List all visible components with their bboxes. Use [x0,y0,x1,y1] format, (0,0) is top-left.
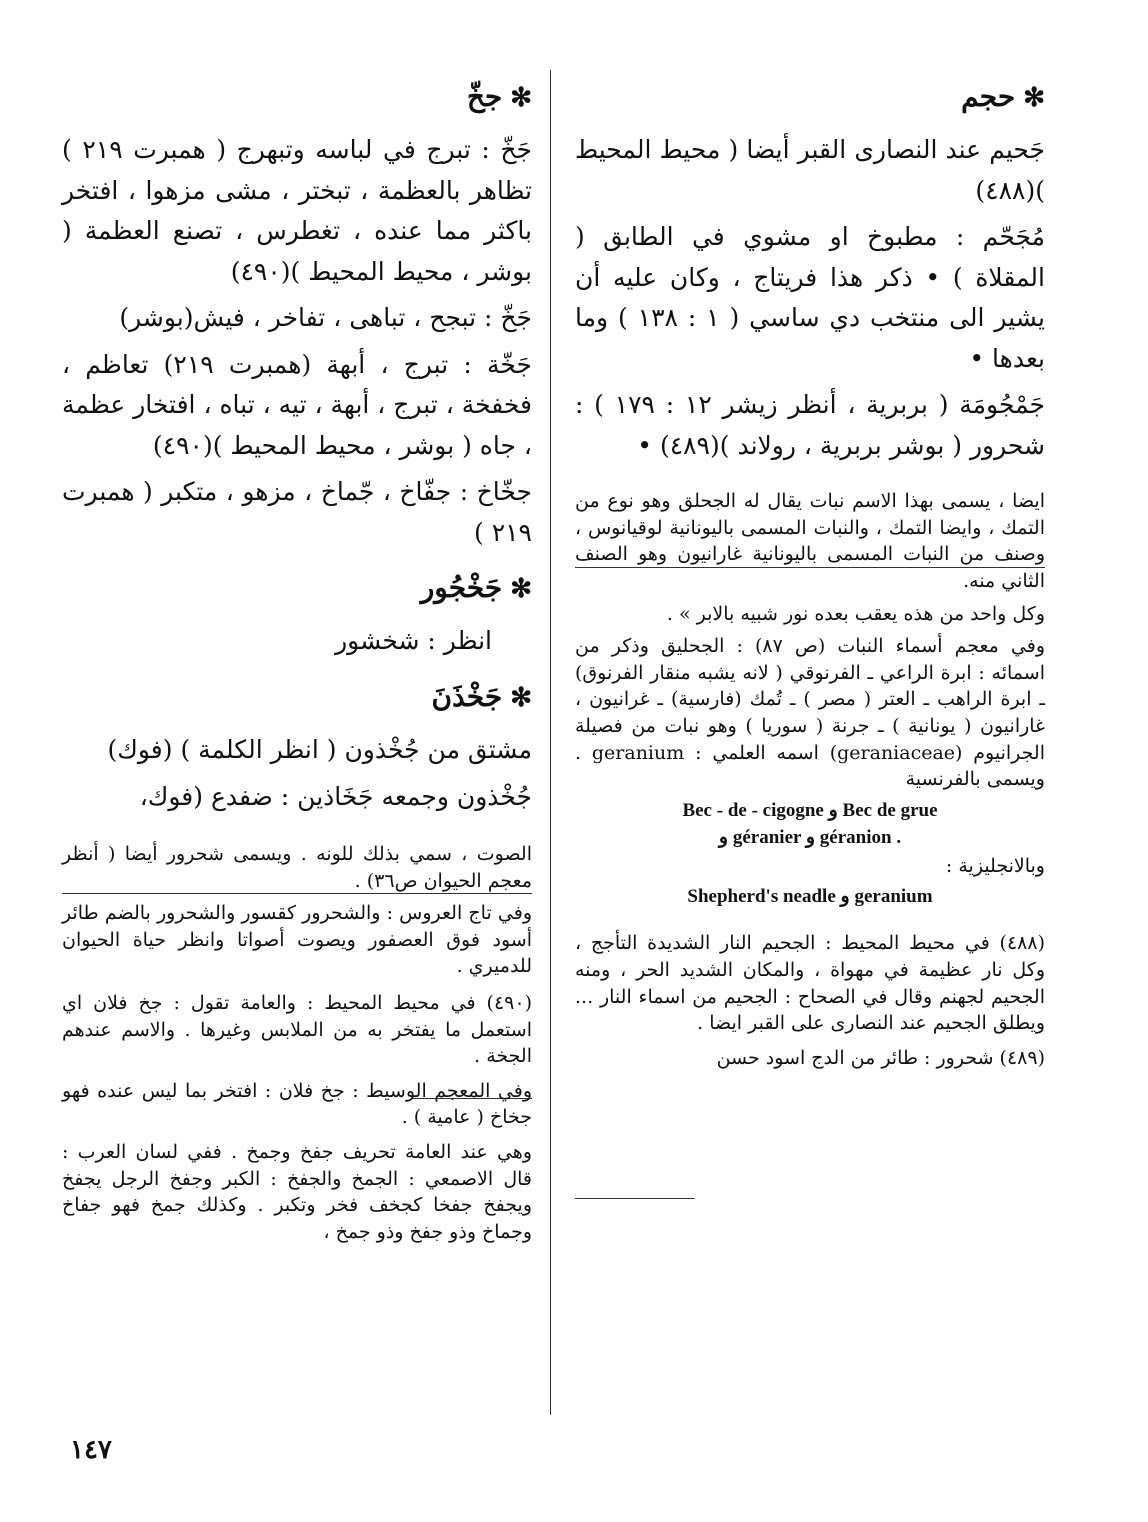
right-notes [575,488,1045,908]
note-text: وكل واحد من هذه يعقب بعده نور شبيه بالابر » . [666,602,1045,625]
entry-text: جَخّة : تبرج ، أبهة (همبرت ٢١٩) تعاظم ، فخفخة ، تبرج ، أبهة ، تيه ، تباه ، افتخار عظمة ، جاه ( بوشر ، محيط المحيط )(٤٩٠) [62,349,532,460]
entry-text: جَمْجُومَة ( بربرية ، أنظر زيشر ١٢ : ١٧٩ ) : شحرور ( بوشر بربرية ، رولاند )(٤٨٩) • [575,390,1045,460]
entry-heading-hajm: ✻حجم [961,80,1045,113]
note-text: وفي تاج العروس : والشحرور كقسور والشحرور بالضم طائر أسود فوق العصفور ويصوت أصواتا وانظر حياة الحيوان للدميري . [62,902,532,978]
right-footnotes [575,930,1045,1071]
entry-heading-jakh: ✻جخّ [466,80,532,113]
entry-text: جُخْذون وجمعه جَخَاذين : ضفدع (فوك، [139,781,532,811]
left-notes [62,841,532,980]
entry-text: جَخّ : تبرج في لباسه وتبهرج ( همبرت ٢١٩ ) تظاهر بالعظمة ، تبختر ، مشى مزهوا ، افتخر باكثر مما عنده ، تغطرس ، تصنع العظمة ( بوشر ، محيط المحيط )(٤٩٠) [62,135,532,286]
note-text: ايضا ، يسمى بهذا الاسم نبات يقال له الجحلق وهو نوع من التمك ، وايضا التمك ، والنبات المسمى باليونانية لوقيانوس ، وصنف من النبات المسمى باليونانية غارانيون وهو الصنف الثاني منه. [575,490,1045,592]
entry-text: انظر : شخشور [335,626,492,656]
right-column [575,80,1045,1079]
footnote: وفي المعجم الوسيط : جخ فلان : افتخر بما ليس عنده فهو جخاخ ( عامية ) . [62,1079,532,1129]
left-column [62,80,532,1253]
entry-text: جخّاخ : جفّاخ ، جّماخ ، مزهو ، متكبر ( همبرت ٢١٩ ) [62,477,532,547]
note-text: وفي معجم أسماء النبات (ص ٨٧) : الجحليق وذكر من اسمائه : ابرة الراعي ـ الفرنوقي ( لانه يشبه منقار الفرنوق) ـ ابرة الراهب ـ العتر ( مصر ) ـ تُمك (فارسية) ـ غرانيون ، غارانيون ( يونانية ) ـ جرنة ( سوريا ) وهو نبات من فصيلة الجرانيوم (geraniaceae) اسمه العلمي : geranium . ويسمى بالفرنسية [575,635,1045,791]
asterisk-icon: ✻ [510,83,532,113]
note-text: الصوت ، سمي بذلك للونه . ويسمى شحرور أيضا ( أنظر معجم الحيوان ص٣٦) . [62,843,532,892]
asterisk-icon: ✻ [510,682,532,713]
english-label: وبالانجليزية : [945,854,1045,877]
right-footnote-rule [575,1198,695,1199]
asterisk-icon: ✻ [1023,83,1045,113]
entry-heading-jakhdhan: ✻جَخْذَنَ [431,679,532,713]
entry-heading-jakhjur: ✻جَخْجُور [420,571,532,605]
english-names: Shepherd's neadle و geranium [687,886,933,908]
footnote: (٤٩٠) في محيط المحيط : والعامة تقول : جخ فلان اي استعمل ما يفتخر به من الملابس وغيرها . والاسم عندهم الجخة . [62,992,532,1068]
page-number: ١٤٧ [70,1435,112,1465]
entry-text: مُجَحّم : مطبوخ او مشوي في الطابق ( المقلاة ) • ذكر هذا فريتاج ، وكان عليه أن يشير الى منتخب دي ساسي ( ١ : ١٣٨ ) وما بعدها • [575,222,1045,373]
left-footnotes [62,990,532,1245]
asterisk-icon: ✻ [510,574,532,605]
entry-text: جَخّ : تبجح ، تباهى ، تفاخر ، فيش(بوشر) [119,303,532,333]
entry-text: جَحيم عند النصارى القبر أيضا ( محيط المحيط )(٤٨٨) [575,135,1045,205]
footnote: وهي عند العامة تحريف جفخ وجمخ . ففي لسان العرب : قال الاصمعي : الجمخ والجفخ : الكبر وجفخ الرجل يجفخ ويجفخ جفخا كجخف فخر وتكبر . وكذلك جمخ فهو جفاخ وجماخ وذو جفخ وذو جمخ ، [62,1141,532,1243]
french-names: و géranier و géranion . [718,826,902,848]
entry-text: مشتق من جُخْذون ( انظر الكلمة ) (فوك) [107,735,532,765]
french-names: Bec - de - cigogne و Bec de grue [682,799,938,821]
footnote: (٤٨٩) شحرور : طائر من الدج اسود حسن [716,1046,1045,1069]
column-divider [550,70,551,1415]
footnote: (٤٨٨) في محيط المحيط : الجحيم النار الشديدة التأجج ، وكل نار عظيمة في مهواة ، والمكان الشديد الحر ، ومنه الجحيم لجهنم وقال في الصحاح : الجحيم من اسماء النار ... ويطلق الجحيم عند النصارى على القبر ايضا . [575,932,1045,1035]
